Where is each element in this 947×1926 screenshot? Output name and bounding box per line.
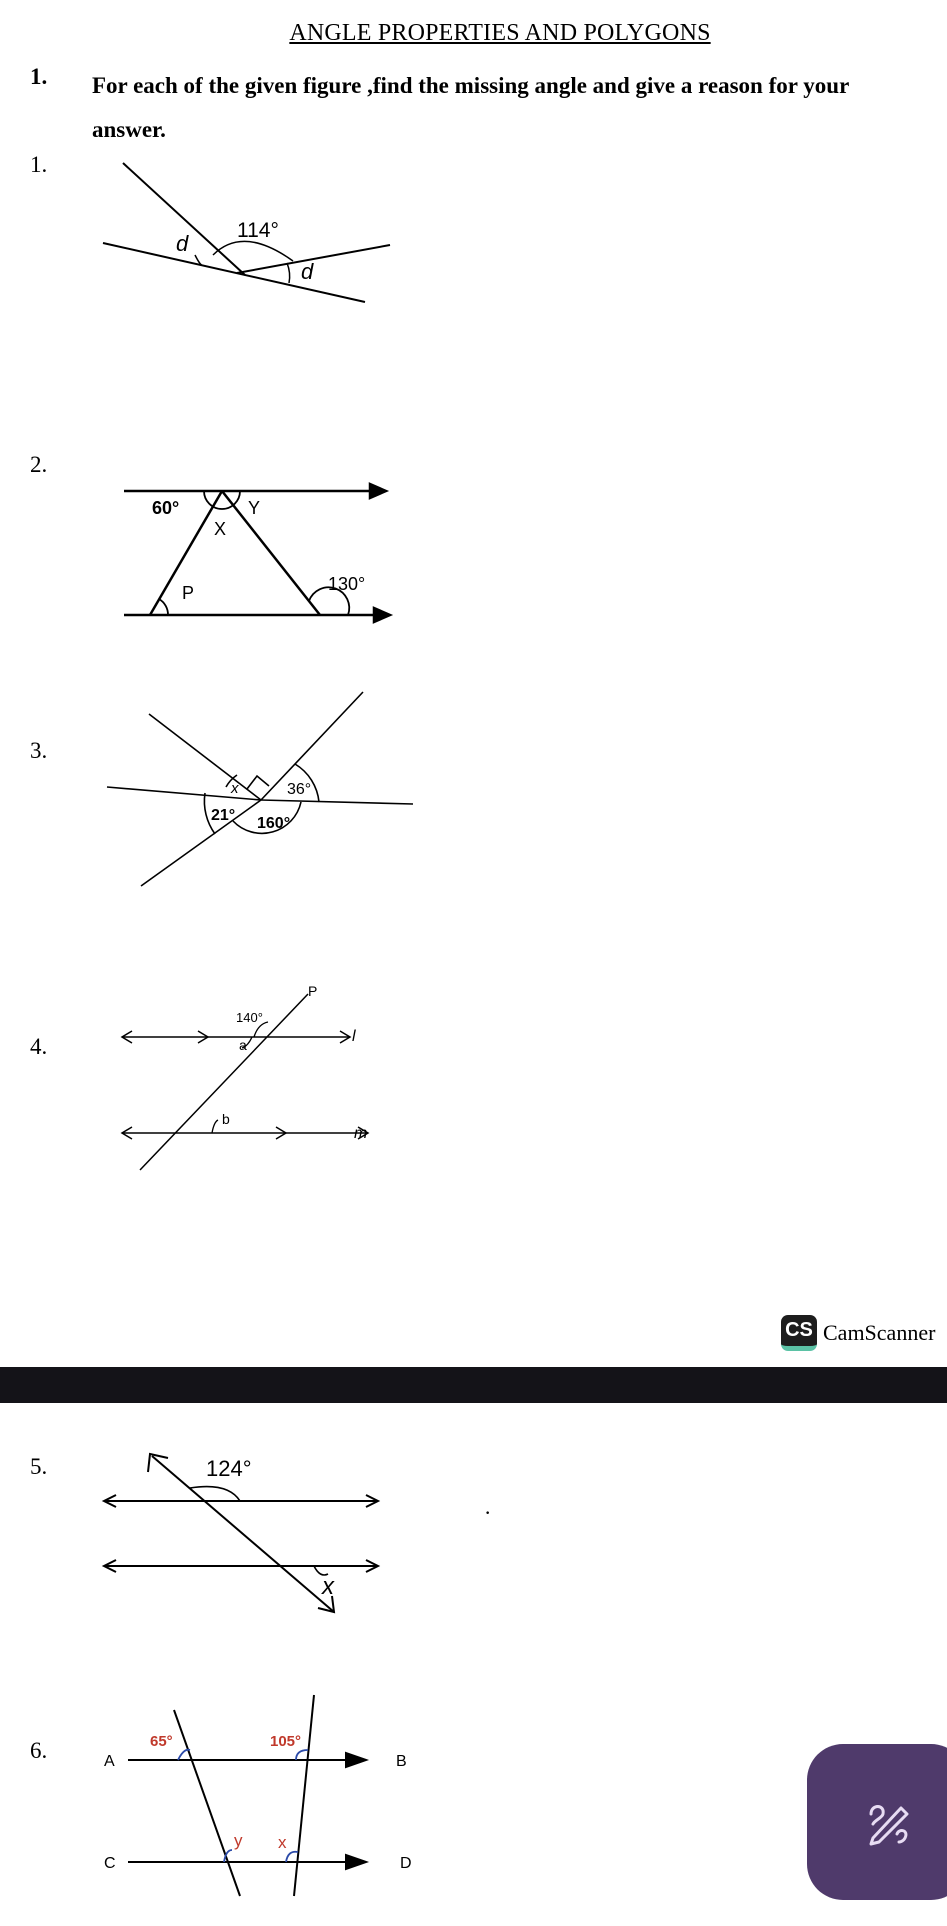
question-number: 1. [30,64,48,89]
fig2-arc-p [159,599,168,615]
figure-6-number: 6. [30,1738,48,1763]
fig1-arc-114 [213,241,293,261]
fig6-transversal-right [294,1695,314,1896]
fig4-transversal [140,994,308,1170]
fig6-label-d: D [400,1855,412,1872]
fig1-arc-d-right [287,263,290,283]
fig6-label-105: 105° [270,1733,302,1750]
figure-5 [100,1450,400,1620]
edit-fab-button[interactable] [807,1744,947,1900]
fig2-label-x: X [214,519,227,539]
fig5-label-124: 124° [206,1456,252,1481]
fig3-ray-upright [261,692,363,800]
figure-5-number: 5. [30,1454,48,1479]
fig4-label-140: 140° [236,1010,263,1025]
figure-2 [118,478,398,628]
figure-4 [118,978,378,1176]
fig2-label-60: 60° [152,498,180,518]
fig1-label-d-right: d [301,259,314,284]
fig3-ray-upleft [149,714,261,800]
fig1-label-114: 114° [237,219,279,242]
fig3-ray-downleft [141,800,261,886]
fig6-arc-105 [296,1750,308,1760]
fig1-line-a [123,163,245,275]
edit-pen-icon [859,1794,915,1850]
fig4-arc-b [212,1120,218,1133]
fig6-label-y: y [234,1831,243,1850]
fig6-label-65: 65° [150,1733,173,1750]
figure-6 [98,1690,428,1900]
fig6-label-a: A [104,1753,115,1770]
fig6-label-b: B [396,1753,407,1770]
figure-3-number: 3. [30,738,48,763]
figure-2-number: 2. [30,452,48,477]
fig3-label-160: 160° [257,815,291,832]
fig4-label-p: P [308,983,318,999]
fig2-bottom-arrow [374,608,390,622]
fig3-label-x: x [231,780,239,797]
fig4-label-b: b [222,1111,230,1127]
stray-mark: · [484,1500,492,1525]
fig2-right-side [222,491,320,615]
fig6-transversal-left [174,1710,240,1896]
question-text: For each of the given figure ,find the missing angle and give a reason for your answer. [92,73,849,142]
fig1-line-b [103,243,365,302]
page-divider [0,1367,947,1403]
camscanner-text: CamScanner [823,1319,936,1345]
fig3-label-36: 36° [287,781,312,798]
fig3-label-21: 21° [211,807,236,824]
fig2-label-130: 130° [328,574,366,594]
fig2-label-p: P [182,583,195,603]
fig4-label-l: l [352,1028,356,1045]
page-title: ANGLE PROPERTIES AND POLYGONS [289,20,711,46]
fig5-top-arrowhead [148,1454,168,1472]
figure-1-number: 1. [30,152,48,177]
fig6-label-x: x [278,1833,287,1852]
fig4-label-m: m [354,1125,368,1142]
figure-3 [105,690,415,890]
fig1-label-d-left: d [176,231,189,256]
fig6-label-c: C [104,1855,116,1872]
fig6-arc-x [286,1852,298,1862]
fig5-label-x: x [322,1573,334,1600]
figure-1 [95,155,405,310]
fig2-label-y: Y [248,498,261,518]
figure-4-number: 4. [30,1034,48,1059]
fig6-ab-arrow [346,1753,366,1767]
camscanner-watermark [781,1314,935,1351]
fig2-top-arrow [370,484,386,498]
fig3-right-angle-mark [247,776,269,789]
fig1-line-c [237,245,390,273]
fig6-cd-arrow [346,1855,366,1869]
camscanner-logo-icon: CS [781,1315,817,1351]
fig3-ray-right [261,800,413,804]
fig4-label-a: a [239,1037,247,1053]
